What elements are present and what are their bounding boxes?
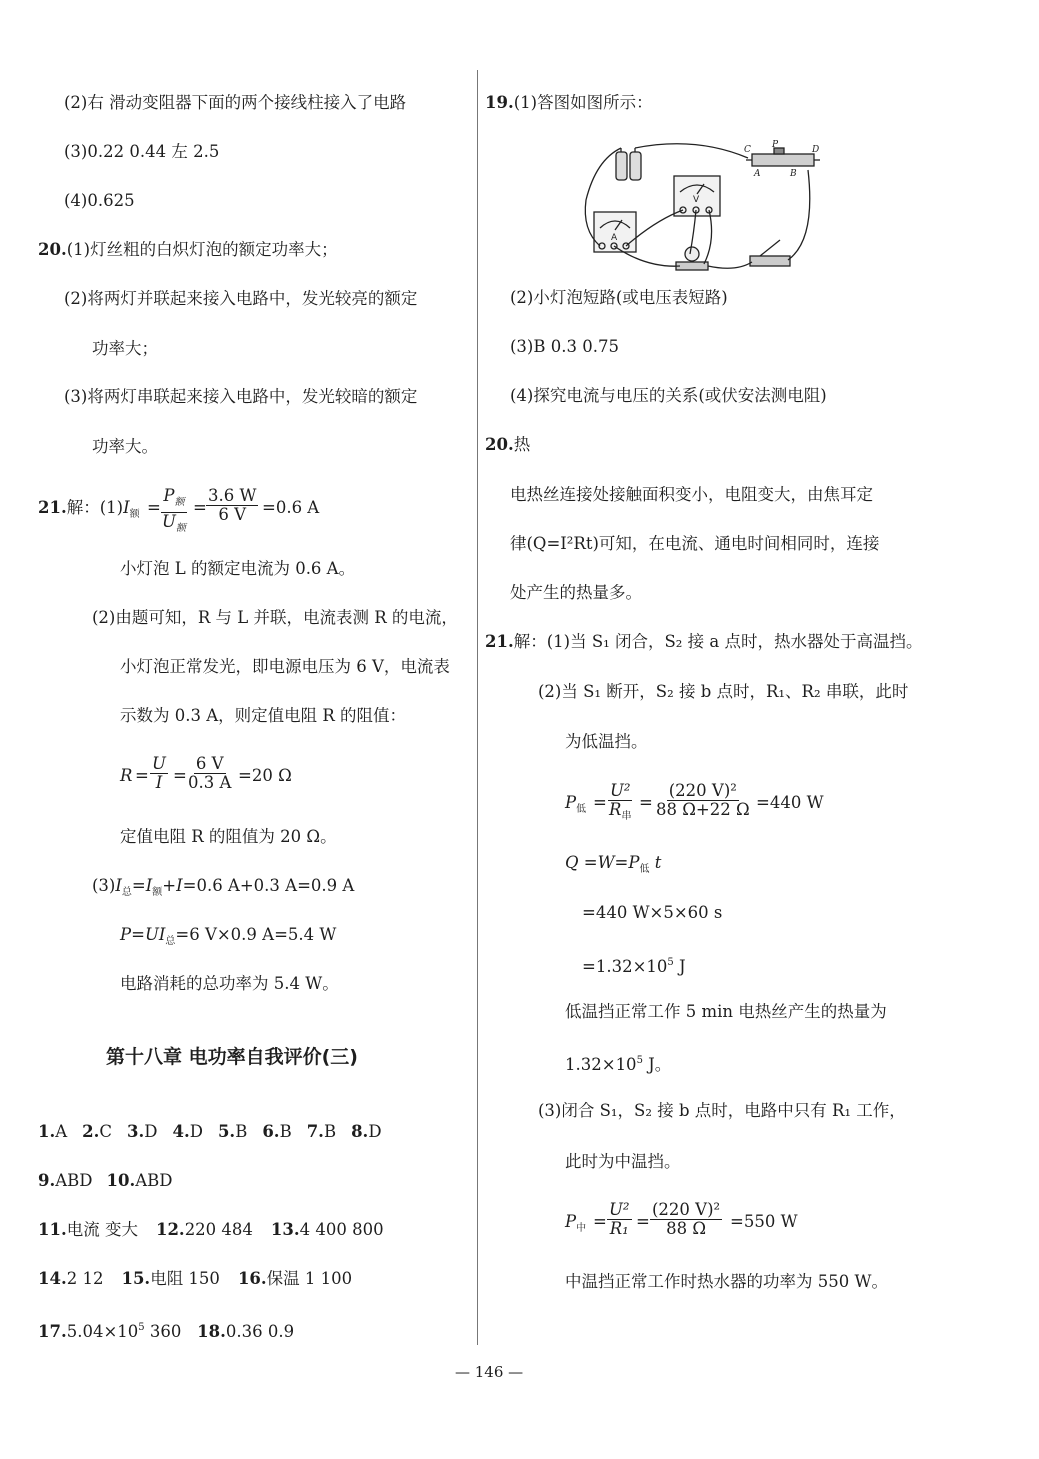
question-number: 20. bbox=[485, 435, 514, 454]
formula-lhs: $P_中$ bbox=[565, 1212, 587, 1234]
left-q21-part1-conclusion: 小灯泡 L 的额定电流为 0.6 A。 bbox=[120, 559, 356, 578]
question-number: 21. bbox=[485, 632, 514, 651]
answer-value: 电流 变大 bbox=[66, 1220, 138, 1239]
answer-number: 11. bbox=[38, 1220, 67, 1239]
equals-sign: = bbox=[636, 1212, 650, 1231]
answer-item bbox=[38, 1269, 103, 1288]
left-q19-part2: (2)右 滑动变阻器下面的两个接线柱接入了电路 bbox=[64, 93, 407, 112]
left-q20-part2-line2: 功率大； bbox=[92, 339, 158, 358]
question-number: 21. bbox=[38, 498, 67, 517]
right-q21-part1: 21.解：(1)当 S₁ 闭合，S₂ 接 a 点时，热水器处于高温挡。 bbox=[485, 632, 923, 651]
answer-number: 7. bbox=[306, 1122, 324, 1141]
answer-item bbox=[262, 1122, 291, 1141]
question-number: 20. bbox=[38, 240, 67, 259]
right-q19-part1: 19.(1)答图如图所示： bbox=[485, 93, 653, 112]
circuit-diagram bbox=[576, 140, 826, 276]
answer-line-1 bbox=[38, 1121, 382, 1143]
battery-icon bbox=[616, 152, 627, 180]
battery-icon bbox=[630, 152, 641, 180]
left-q20-part3-line1: (3)将两灯串联起来接入电路中，发光较暗的额定 bbox=[64, 387, 418, 406]
answer-number: 16. bbox=[237, 1269, 267, 1288]
left-q19-part3: (3)0.22 0.44 左 2.5 bbox=[64, 142, 220, 161]
answer-number: 13. bbox=[270, 1220, 300, 1239]
equals-sign: = bbox=[593, 793, 607, 812]
heat-eq-2: =440 W×5×60 s bbox=[582, 903, 723, 922]
right-q20-line1: 电热丝连接处接触面积变小，电阻变大，由焦耳定 bbox=[510, 485, 873, 504]
left-q21-part2-line1: (2)由题可知，R 与 L 并联，电流表测 R 的电流， bbox=[92, 608, 458, 627]
formula-mid-power-fraction-1: $\frac{\text{U²}}{\text{R₁}}$ bbox=[609, 1200, 630, 1238]
answer-value: D bbox=[144, 1122, 158, 1141]
right-q21-part3-line2: 此时为中温挡。 bbox=[565, 1152, 681, 1171]
answer-number: 5. bbox=[217, 1122, 236, 1141]
left-q21-part3-eq2: $P=UI_总=6$ V×0.9 A=5.4 W bbox=[120, 925, 337, 947]
equals-sign: = bbox=[593, 1212, 607, 1231]
answer-number: 15. bbox=[121, 1269, 151, 1288]
formula-lhs: $P_低$ bbox=[565, 793, 587, 815]
column-divider bbox=[477, 70, 478, 1345]
answer-number: 4. bbox=[172, 1122, 190, 1141]
answer-value: 220 484 bbox=[184, 1220, 253, 1239]
equals-sign: = bbox=[135, 766, 149, 785]
heat-eq-3: $=1.32\times 10^5$ J bbox=[582, 957, 686, 976]
answer-item bbox=[156, 1220, 253, 1239]
answer-value: 2 12 bbox=[66, 1269, 104, 1288]
left-q21-head: 21.解：$(1)I_额$ bbox=[38, 498, 140, 520]
right-q20-line3: 处产生的热量多。 bbox=[510, 583, 642, 602]
page-number: — 146 — bbox=[455, 1363, 524, 1381]
question-number: 19. bbox=[485, 93, 514, 112]
equals-sign: = bbox=[193, 498, 207, 517]
right-q21-part2-line2: 为低温挡。 bbox=[565, 732, 648, 751]
right-q21-part2-conclusion-line1: 低温挡正常工作 5 min 电热丝产生的热量为 bbox=[565, 1002, 887, 1021]
answer-value: 4 400 800 bbox=[299, 1220, 384, 1239]
answer-item bbox=[38, 1220, 138, 1239]
left-q21-part2-conclusion: 定值电阻 R 的阻值为 20 Ω。 bbox=[120, 827, 337, 846]
equals-sign: = bbox=[639, 793, 653, 812]
answer-item bbox=[307, 1122, 336, 1141]
answer-value: A bbox=[55, 1122, 68, 1141]
left-q20-part1: 20.(1)灯丝粗的白炽灯泡的额定功率大； bbox=[38, 240, 338, 259]
voltmeter-label: V bbox=[693, 195, 700, 205]
answer-item bbox=[172, 1122, 202, 1141]
answer-value: 电阻 150 bbox=[150, 1269, 220, 1288]
answer-value: 保温 1 100 bbox=[266, 1269, 353, 1288]
answer-value: B bbox=[323, 1122, 337, 1141]
label-c: C bbox=[744, 145, 751, 155]
answer-line-4 bbox=[38, 1268, 352, 1290]
answer-value: ABD bbox=[55, 1171, 93, 1190]
answer-value: B bbox=[235, 1122, 248, 1141]
answer-line-3 bbox=[38, 1219, 384, 1241]
answer-item bbox=[107, 1171, 173, 1190]
right-q21-part2-line1: (2)当 S₁ 断开，S₂ 接 b 点时，R₁、R₂ 串联，此时 bbox=[538, 682, 909, 701]
answer-number: 2. bbox=[82, 1122, 100, 1141]
formula-result: =0.6 A bbox=[262, 498, 320, 517]
left-q21-part2-line2: 小灯泡正常发光，即电源电压为 6 V，电流表 bbox=[120, 657, 450, 676]
answer-item bbox=[238, 1269, 352, 1288]
answer-item bbox=[38, 1122, 67, 1141]
equals-sign: = bbox=[173, 766, 187, 785]
formula-result: =440 W bbox=[756, 793, 824, 812]
formula-lhs: R bbox=[120, 766, 133, 785]
answer-item bbox=[127, 1122, 157, 1141]
formula-result: =550 W bbox=[730, 1212, 798, 1231]
left-q19-part4: (4)0.625 bbox=[64, 191, 135, 210]
right-q19-part4: (4)探究电流与电压的关系(或伏安法测电阻) bbox=[510, 386, 827, 405]
answer-number: 10. bbox=[106, 1171, 136, 1190]
left-q21-part2-line3: 示数为 0.3 A，则定值电阻 R 的阻值： bbox=[120, 706, 407, 725]
ammeter-label: A bbox=[611, 233, 618, 243]
answer-item bbox=[218, 1122, 247, 1141]
answer-number: 8. bbox=[351, 1122, 369, 1141]
answer-value: ABD bbox=[135, 1171, 173, 1190]
answer-number: 6. bbox=[262, 1122, 280, 1141]
answer-item bbox=[351, 1122, 381, 1141]
answer-number: 12. bbox=[155, 1220, 185, 1239]
formula-rated-current-fraction-2: $\frac{3.6 W}{6 V}$ bbox=[208, 486, 257, 524]
answer-number: 1. bbox=[38, 1122, 56, 1141]
answer-item bbox=[38, 1171, 93, 1190]
right-q19-part2: (2)小灯泡短路(或电压表短路) bbox=[510, 288, 728, 307]
chapter-title: 第十八章 电功率自我评价(三) bbox=[106, 1046, 358, 1068]
equals-sign: = bbox=[147, 498, 161, 517]
label-a: A bbox=[754, 169, 761, 179]
formula-resistance-fraction-2: $\frac{6 V}{0.3 A}$ bbox=[188, 754, 232, 792]
label-p: P bbox=[772, 140, 779, 150]
heat-eq-1: $Q =W=P_低$ t bbox=[565, 853, 662, 875]
formula-low-power-fraction-1: U² $R_串$ bbox=[609, 781, 632, 822]
formula-rated-current-fraction-1: $P_额$ $U_额$ bbox=[162, 486, 186, 534]
right-q21-part2-conclusion-line2: $1.32\times 10^5$ J。 bbox=[565, 1055, 672, 1074]
formula-low-power-fraction-2: $\frac{\text{(220 V)²}}{88 \Omega+22 \Omega}$ bbox=[656, 781, 750, 819]
answer-value: D bbox=[189, 1122, 203, 1141]
right-q20-head: 20.热 bbox=[485, 435, 531, 454]
label-d: D bbox=[812, 145, 820, 155]
right-q20-line2: 律(Q=I²Rt)可知，在电流、通电时间相同时，连接 bbox=[510, 534, 880, 553]
answer-item bbox=[271, 1220, 384, 1239]
answer-value: B bbox=[279, 1122, 292, 1141]
answer-item bbox=[82, 1122, 112, 1141]
right-q21-part3-line1: (3)闭合 S₁，S₂ 接 b 点时，电路中只有 R₁ 工作， bbox=[538, 1101, 906, 1120]
answer-number: 3. bbox=[127, 1122, 145, 1141]
formula-result: =20 Ω bbox=[238, 766, 292, 785]
left-q20-part3-line2: 功率大。 bbox=[92, 437, 158, 456]
left-q20-part2-line1: (2)将两灯并联起来接入电路中，发光较亮的额定 bbox=[64, 289, 418, 308]
answer-number: 14. bbox=[38, 1269, 67, 1288]
right-q19-part3: (3)B 0.3 0.75 bbox=[510, 337, 619, 356]
left-q21-part3-eq1: $(3)I_总=I_额+I=0.6$ A+0.3 A=0.9 A bbox=[92, 876, 355, 898]
formula-mid-power-fraction-2: $\frac{\text{(220 V)²}}{88 \Omega}$ bbox=[652, 1200, 721, 1238]
left-q21-part3-conclusion: 电路消耗的总功率为 5.4 W。 bbox=[120, 974, 339, 993]
answer-line-5: $17.5.04\times 10^5$ 360 18.0.36 0.9 bbox=[38, 1322, 295, 1341]
answer-number: 9. bbox=[38, 1171, 56, 1190]
answer-item bbox=[121, 1269, 219, 1288]
formula-resistance-fraction-1: $\frac{U}{I}$ bbox=[152, 754, 166, 792]
answer-value: D bbox=[368, 1122, 382, 1141]
label-b: B bbox=[790, 169, 797, 179]
right-q21-part3-conclusion: 中温挡正常工作时热水器的功率为 550 W。 bbox=[565, 1272, 888, 1291]
answer-line-2 bbox=[38, 1170, 173, 1192]
answer-value: C bbox=[99, 1122, 113, 1141]
